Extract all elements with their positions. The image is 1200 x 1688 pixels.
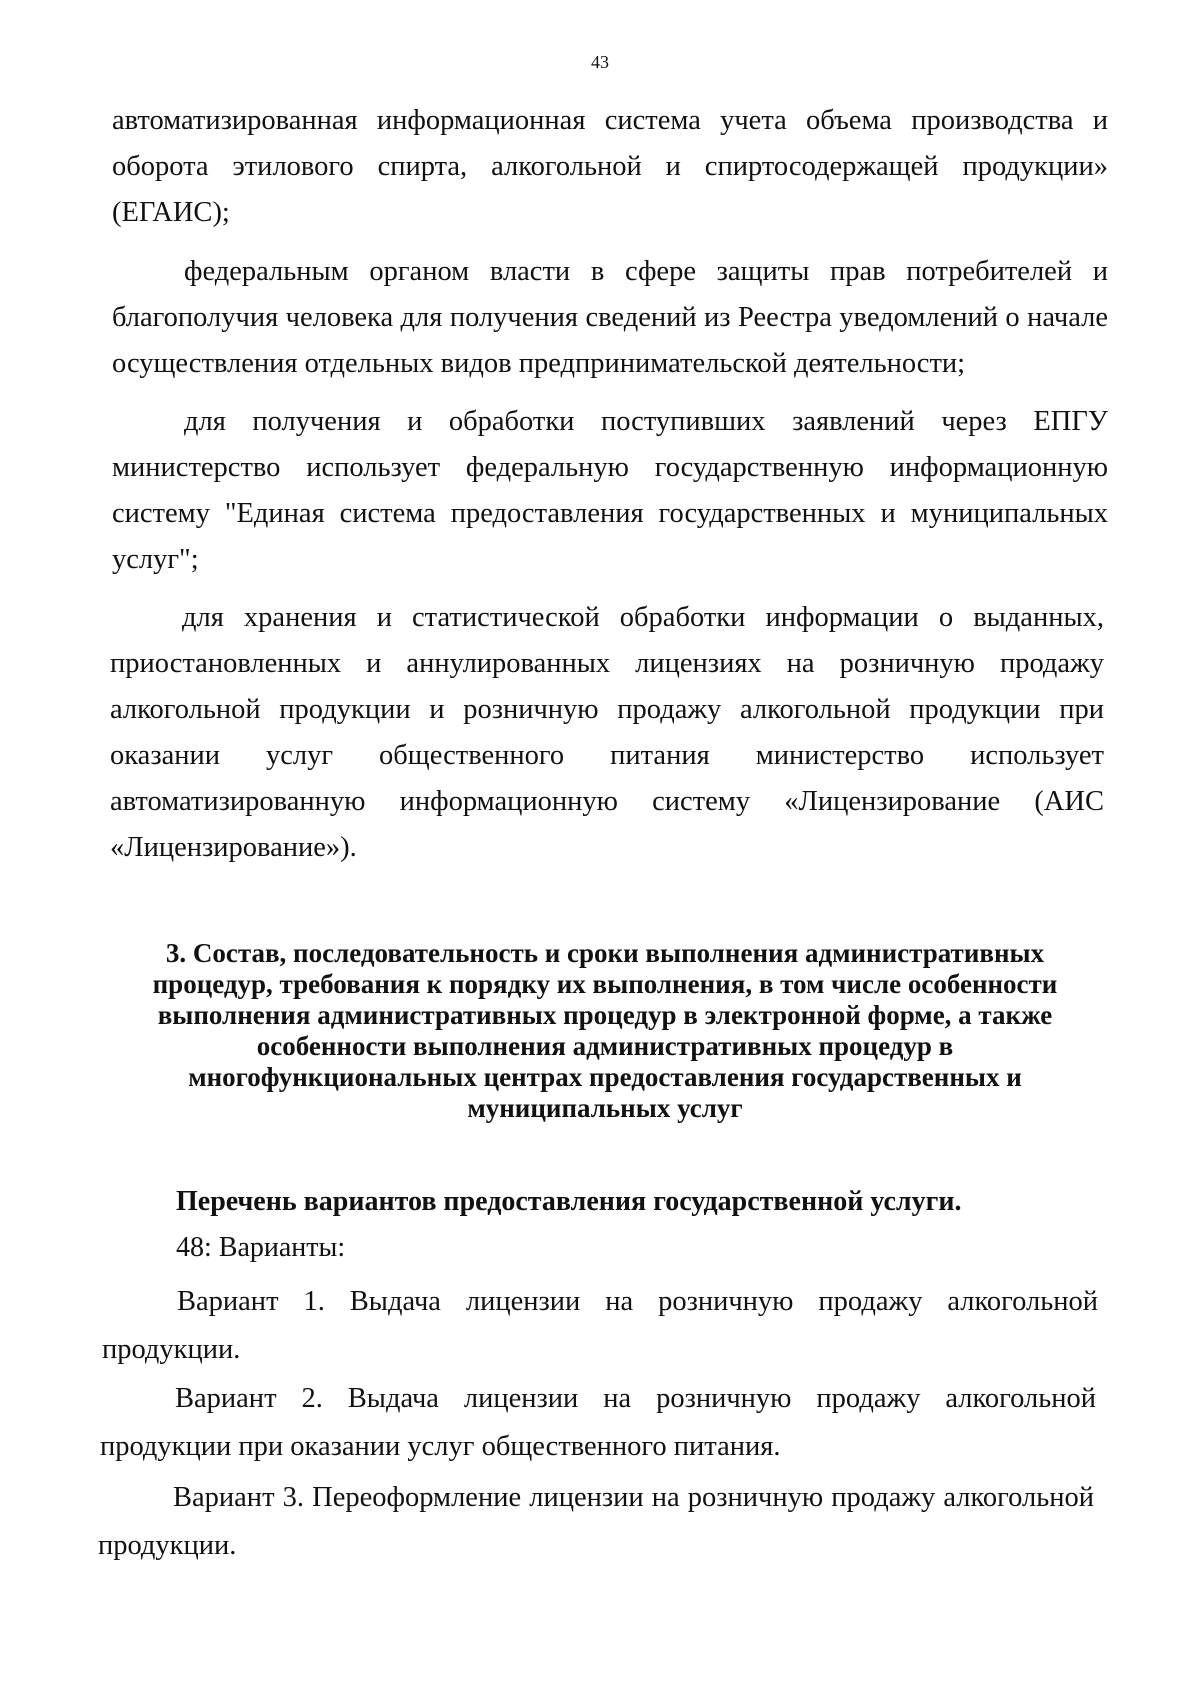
variant-item: [102, 1278, 1098, 1374]
variant-item-text: Вариант 2. Выдача лицензии на розничную продажу алкогольной продукции при оказании услуг общественного питания.: [100, 1383, 1096, 1462]
paragraph-epgu-text: для получения и обработки поступивших заявлений через ЕПГУ министерство использует федеральную государственную информационную систему "Единая система предоставления государственных и муниципальных услуг";: [112, 406, 1108, 575]
paragraph-licensing-system: [110, 595, 1104, 871]
paragraph-epgu: [112, 399, 1108, 583]
paragraph-egais-text: автоматизированная информационная система учета объема производства и оборота этилового спирта, алкогольной и спиртосодержащей продукции» (ЕГАИС);: [112, 105, 1108, 228]
variant-item-text: Вариант 1. Выдача лицензии на розничную продажу алкогольной продукции.: [102, 1286, 1098, 1365]
variant-item-text: Вариант 3. Переоформление лицензии на розничную продажу алкогольной продукции.: [98, 1482, 1094, 1561]
section-heading: 3. Состав, последовательность и сроки выполнения административных процедур, требования к порядку их выполнения, в том числе особенности выполнения административных процедур в электронной форме, а также особенности выполнения административных процедур в многофункциональных центрах предоставления государственных и муниципальных услуг: [152, 938, 1058, 1123]
variants-intro: 48: Варианты:: [176, 1232, 346, 1263]
paragraph-consumer-rights-text: федеральным органом власти в сфере защиты прав потребителей и благополучия человека для получения сведений из Реестра уведомлений о начале осуществления отдельных видов предпринимательской деятельности;: [112, 256, 1108, 379]
variants-subheading: Перечень вариантов предоставления государственной услуги.: [176, 1186, 962, 1217]
page-number: 43: [591, 52, 609, 72]
paragraph-egais: [112, 98, 1108, 236]
variant-item: [98, 1474, 1094, 1570]
paragraph-consumer-rights: [112, 249, 1108, 387]
variant-item: [100, 1375, 1096, 1471]
paragraph-licensing-system-text: для хранения и статистической обработки информации о выданных, приостановленных и аннулированных лицензиях на розничную продажу алкогольной продукции и розничную продажу алкогольной продукции при оказании услуг общественного питания министерство использует автоматизированную информационную систему «Лицензирование (АИС «Лицензирование»).: [110, 602, 1104, 863]
